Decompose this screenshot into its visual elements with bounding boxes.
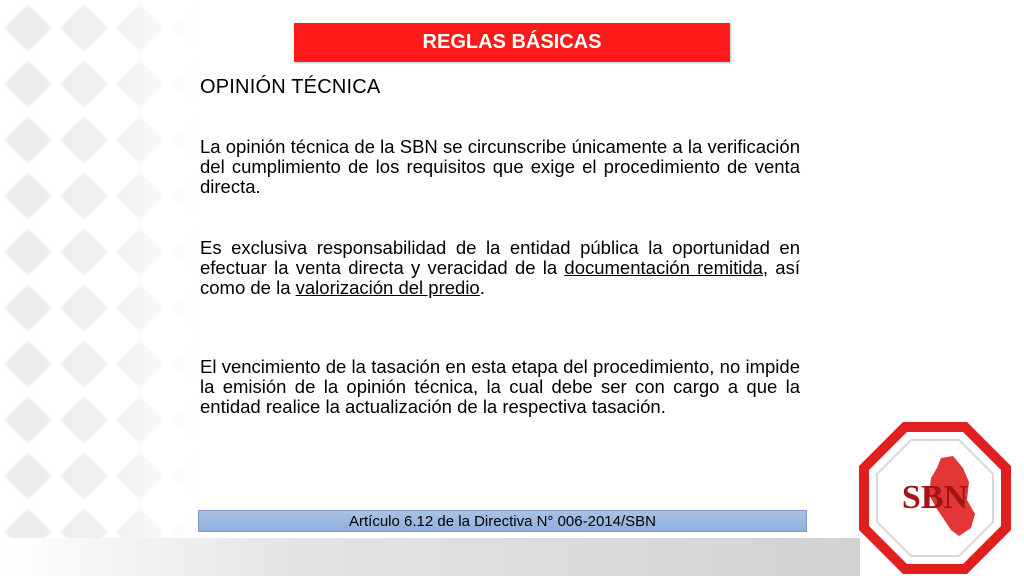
section-heading: OPINIÓN TÉCNICA bbox=[200, 76, 381, 98]
logo-text: SBN bbox=[901, 479, 969, 516]
bottom-stripe bbox=[0, 538, 860, 576]
underlined-valorizacion: valorización del predio bbox=[295, 277, 480, 298]
paragraph-3: El vencimiento de la tasación en esta etapa del procedimiento, no impide la emisión de la opinión técnica, la cual debe ser con cargo a que la entidad realice la actualización de la respectiva tasación. bbox=[200, 356, 800, 417]
footer-reference: Artículo 6.12 de la Directiva N° 006-2014/SBN bbox=[198, 510, 807, 532]
paragraph-2 bbox=[200, 238, 800, 298]
paragraph-2-part3: . bbox=[479, 277, 485, 298]
underlined-documentacion: documentación remitida bbox=[564, 257, 763, 278]
slide-title: REGLAS BÁSICAS bbox=[294, 23, 730, 62]
paragraph-2-part2: , así como de la bbox=[200, 257, 800, 298]
paragraph-2-part1: Es exclusiva responsabilidad de la entidad pública la oportunidad en efectuar la venta directa y veracidad de la bbox=[200, 237, 800, 278]
paragraph-1: La opinión técnica de la SBN se circunscribe únicamente a la verificación del cumplimiento de los requisitos que exige el procedimiento de venta directa. bbox=[200, 136, 800, 197]
sbn-logo bbox=[855, 418, 1015, 576]
